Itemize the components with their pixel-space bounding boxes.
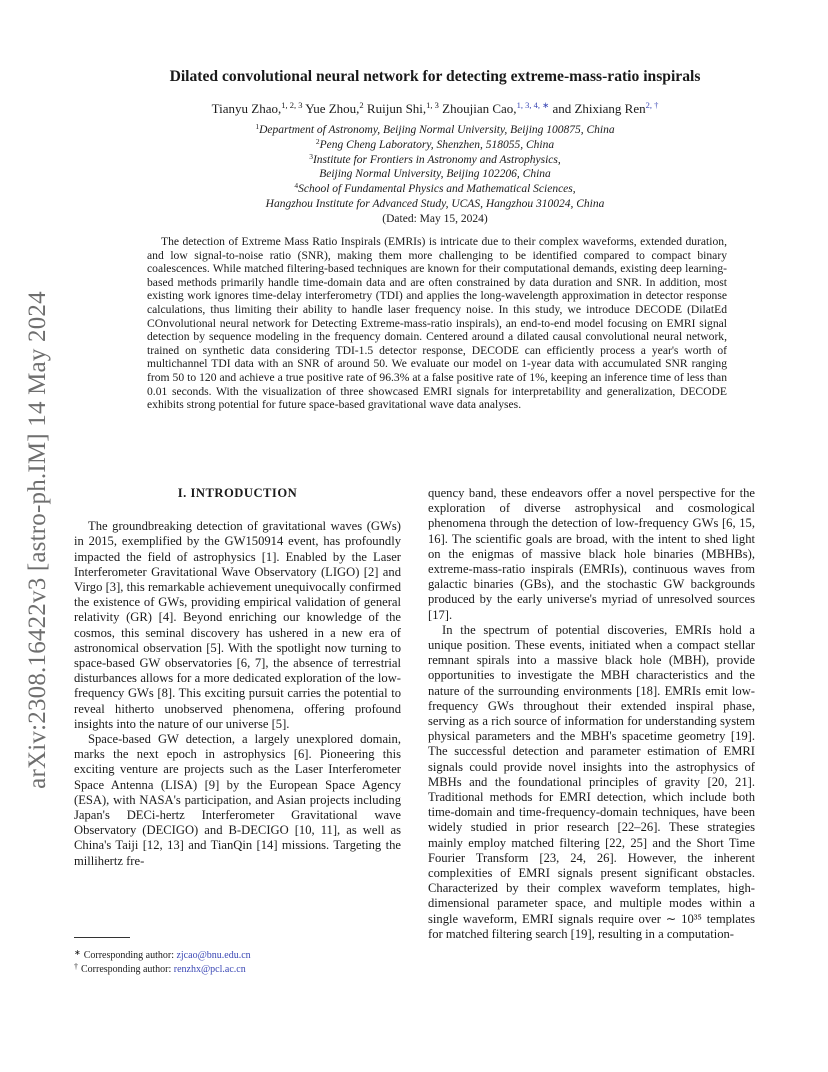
author-name: Yue Zhou, xyxy=(305,101,360,116)
affiliation-mark: 1 xyxy=(255,122,260,131)
email-link[interactable]: zjcao@bnu.edu.cn xyxy=(176,950,251,961)
affiliation-text: Department of Astronomy, Beijing Normal University, Beijing 100875, China xyxy=(259,124,615,136)
left-column xyxy=(74,486,401,869)
right-column xyxy=(428,486,755,942)
body-paragraph: quency band, these endeavors offer a novel perspective for the exploration of diverse astrophysical and cosmological phenomena through the detection of low-frequency GWs [6, 15, 16]. The scientific goals are broad, with the intent to shed light on the enigmas of massive black hole binaries (MBHBs), extreme-mass-ratio inspirals (EMRIs), continuous waves from galactic binaries (GBs), and the stochastic GW backgrounds produced by the early universe's myriad of unresolved sources [17]. xyxy=(428,486,755,622)
arxiv-sidebar xyxy=(18,250,58,830)
affiliation-text: Institute for Frontiers in Astronomy and Astrophysics, xyxy=(312,153,561,166)
affiliation-line xyxy=(80,138,790,153)
author-affiliation-mark: 2, † xyxy=(645,100,659,110)
affiliation-line xyxy=(80,167,790,182)
affiliation-text: Hangzhou Institute for Advanced Study, UCAS, Hangzhou 310024, China xyxy=(265,197,605,210)
footnote-divider xyxy=(74,937,130,938)
section-heading: I. INTRODUCTION xyxy=(177,486,298,500)
footnote xyxy=(74,963,404,977)
affiliation-mark: 2 xyxy=(315,136,320,146)
author-name: and Zhixiang Ren xyxy=(552,101,646,116)
affiliation-line xyxy=(80,197,790,212)
footnote-label: Corresponding author: xyxy=(83,950,177,961)
footnote xyxy=(74,949,404,963)
email-link[interactable]: renzhx@pcl.ac.cn xyxy=(173,964,246,975)
footnote-label: Corresponding author: xyxy=(81,964,174,975)
affiliation-list xyxy=(80,123,790,227)
affiliation-mark: 3 xyxy=(309,151,313,161)
affiliation-text: Beijing Normal University, Beijing 102206, China xyxy=(319,168,551,181)
abstract: The detection of Extreme Mass Ratio Inspirals (EMRIs) is intricate due to their complex waveforms, extended duration, and low signal-to-noise ratio (SNR), making them more challenging to be identified compared to compact binary coalescences. While matched filtering-based techniques are known for their computational demands, existing deep learning-based methods primarily handle time-domain data and are often constrained by data duration and SNR. In addition, most existing work ignores time-delay interferometry (TDI) and applies the long-wavelength approximation in detector response calculations, thus limiting their ability to handle laser frequency noise. In this study, we introduce DECODE (DilatEd COnvolutional neural network for Detecting Extreme-mass-ratio inspirals), an end-to-end model focusing on EMRI signal detection by sequence modeling in the frequency domain. Centered around a dilated causal convolutional neural network, trained on synthetic data considering TDI-1.5 detector response, DECODE can efficiently process a year's worth of multichannel TDI data with an SNR of around 50. We evaluate our model on 1-year data with accumulated SNR ranging from 50 to 120 and achieve a true positive rate of 96.3% at a false positive rate of 1%, keeping an inference time of less than 0.01 seconds. With the visualization of three showcased EMRI signals for interpretability and generalization, DECODE exhibits strong potential for future space-based gravitational wave data analyses. xyxy=(147,235,727,412)
affiliation-text: School of Fundamental Physics and Mathematical Sciences, xyxy=(298,183,576,196)
dated-line: (Dated: May 15, 2024) xyxy=(382,212,488,225)
author-list xyxy=(80,101,790,117)
body-paragraph: Space-based GW detection, a largely unexplored domain, marks the next epoch in astrophysics [6]. Pioneering this exciting venture are projects such as the Laser Interferometer Space Antenna (LISA) [9] by the European Space Agency (ESA), with NASA's participation, and Asian projects including Japan's DECi-hertz Interferometer Gravitational wave Observatory (DECIGO) and B-DECIGO [10, 11], as well as China's Taiji [12, 13] and TianQin [14] missions. Targeting the millihertz fre- xyxy=(74,732,401,868)
footnote-mark: † xyxy=(74,962,78,971)
footnote-mark: ∗ xyxy=(74,948,81,957)
affiliation-text: Peng Cheng Laboratory, Shenzhen, 518055, China xyxy=(319,138,555,151)
author-affiliation-mark: 1, 3, 4, ∗ xyxy=(516,100,550,110)
author-name: Zhoujian Cao, xyxy=(442,101,517,116)
author-affiliation-mark: 2 xyxy=(359,100,364,110)
author-name: Ruijun Shi, xyxy=(366,101,427,116)
affiliation-line xyxy=(80,182,790,197)
paper-title: Dilated convolutional neural network for detecting extreme-mass-ratio inspirals xyxy=(169,68,701,85)
author-affiliation-mark: 1, 2, 3 xyxy=(281,100,303,110)
arxiv-identifier: arXiv:2308.16422v3 [astro-ph.IM] 14 May 2024 xyxy=(24,291,51,789)
body-paragraph: The groundbreaking detection of gravitational waves (GWs) in 2015, exemplified by the GW150914 event, has profoundly impacted the field of astrophysics [1]. Enabled by the Laser Interferometer Gravitational Wave Observatory (LIGO) [2] and Virgo [3], this remarkable achievement unequivocally confirmed the existence of GWs, providing empirical validation of general relativity (GR) [4]. Beyond enriching our knowledge of the cosmos, this seminal discovery has ushered in a new era of astronomical observation [5]. With the spotlight now turning to space-based GW observatories [6, 7], the absence of terrestrial disturbances allows for a more dedicated exploration of the low-frequency GWs [8]. This exciting pursuit carries the potential to reveal hitherto unobserved phenomena, offering profound insights into the nature of our universe [5]. xyxy=(74,519,401,731)
footnotes xyxy=(74,949,404,977)
affiliation-line xyxy=(80,123,790,138)
body-paragraph: In the spectrum of potential discoveries, EMRIs hold a unique position. These events, initiated when a compact stellar remnant spirals into a massive black hole (MBH), provide opportunities to investigate the MBH characteristics and the nature of the surrounding environments [18]. EMRIs emit low-frequency GWs throughout their extended inspiral phase, serving as a rich source of information for understanding system physical parameters and the MBH's spacetime geometry [19]. The successful detection and parameter estimation of EMRI signals could provide novel insights into the astrophysics of MBHs and the foundational principles of gravity [20, 21]. Traditional methods for EMRI detection, which include both time-domain and time-frequency-domain techniques, have been widely studied in prior research [22–26]. These strategies mainly employ matched filtering [22, 25] and the Short Time Fourier Transform [23, 24, 26]. However, the inherent complexities of EMRI signals present significant obstacles. Characterized by their complex waveform templates, high-dimensional parameter space, and multiple modes within a single waveform, EMRI signals require over ∼ 10³⁵ templates for matched filtering search [19], resulting in a computation- xyxy=(428,622,755,941)
author-affiliation-mark: 1, 3 xyxy=(426,100,439,110)
author-name: Tianyu Zhao, xyxy=(211,101,282,116)
affiliation-line xyxy=(80,153,790,168)
affiliation-mark: 4 xyxy=(294,181,299,191)
